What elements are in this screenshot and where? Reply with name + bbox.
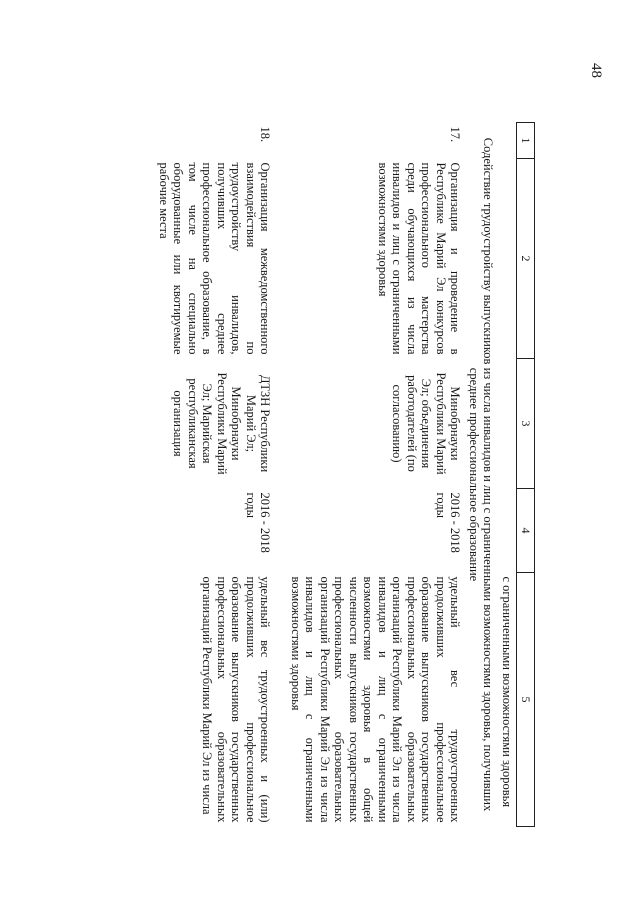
continuation-text: с ограниченными возможностями здоровья [500,576,514,808]
responsible-cell: ДТЗН Республики Марий Эл; Минобрнауки Республики Марий Эл; Марийская республиканская организация [171,372,273,475]
column-header: 2 [517,159,535,359]
activities-table [155,122,536,827]
column-header: 1 [517,123,535,159]
continuation-row [498,123,517,827]
table-header-row [517,123,535,827]
period-cell: 2016 - 2018 годы [434,492,463,553]
responsible-cell: Минобрнауки Республики Марий Эл; объединения работодателей (по согласованию) [390,372,463,475]
page-number: 48 [588,63,604,78]
section-title: Содействие трудоустройству выпускников из числа инвалидов и лиц с ограниченными возможностями здоровья, получивших среднее профессиональное образование [467,137,496,812]
activity-cell: Организация межведомственного взаимодействия по трудоустройству инвалидов, получивших среднее профессиональное образование, в том числе на специально оборудованные или квотируемые рабочие места [157,162,273,355]
row-number: 17. [448,126,463,143]
row-number: 18. [258,126,273,143]
column-header: 3 [517,359,535,489]
indicator-cell: удельный вес трудоустроенных продолживших профессиональное образование выпускников государственных профессиональных образовательных организаций Республики Марий Эл из числа инвалидов и лиц с ограниченными возможностями здоровья в общей численности выпускников государственных профессиональных образовательных организаций Республики Марий Эл из числа инвалидов и лиц с ограниченными возможностями здоровья [289,576,463,823]
period-cell: 2016 - 2018 годы [244,492,273,553]
activity-cell: Организация и проведение в Республике Марий Эл конкурсов профессионального мастерства среди обучающихся из числа инвалидов и лиц с ограниченными возможностями здоровья [376,162,463,355]
indicator-cell: удельный вес трудоустроенных и (или) продолживших профессиональное образование выпускников государственных профессиональных образовательных организаций Республики Марий Эл из числа [200,576,273,823]
column-header: 4 [517,489,535,573]
table-row [287,123,465,827]
table-row [155,123,287,827]
section-row [465,123,498,827]
column-header: 5 [517,573,535,827]
